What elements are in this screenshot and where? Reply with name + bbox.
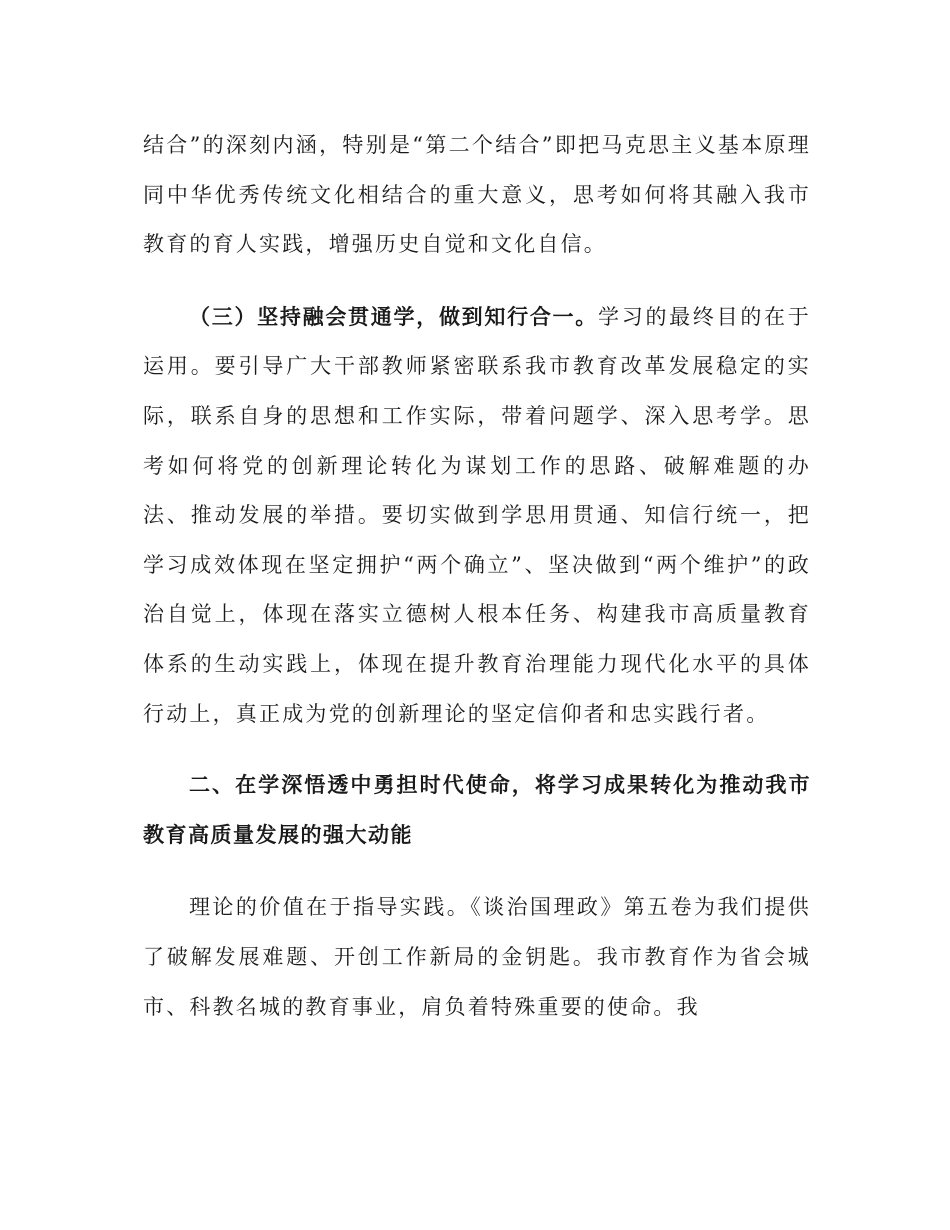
paragraph-theory-value: 理论的价值在于指导实践。《谈治国理政》第五卷为我们提供了破解发展难题、开创工作新局的金钥匙。我市教育作为省会城市、科教名城的教育事业，肩负着特殊重要的使命。我 [143,895,811,1019]
section-heading: 二、在学深悟透中勇担时代使命，将学习成果转化为推动我市教育高质量发展的强大动能 [143,773,811,847]
paragraph-section-three [143,293,811,739]
document-body [143,121,811,1032]
paragraph-body-text: 学习的最终目的在于运用。要引导广大干部教师紧密联系我市教育改革发展稳定的实际，联系自身的思想和工作实际，带着问题学、深入思考学。思考如何将党的创新理论转化为谋划工作的思路、破解难题的办法、推动发展的举措。要切实做到学思用贯通、知信行统一，把学习成效体现在坚定拥护“两个确立”、坚决做到“两个维护”的政治自觉上，体现在落实立德树人根本任务、构建我市高质量教育体系的生动实践上，体现在提升教育治理能力现代化水平的具体行动上，真正成为党的创新理论的坚定信仰者和忠实践行者。 [143,304,811,726]
paragraph-lead-heading: （三）坚持融会贯通学，做到知行合一。 [189,304,598,329]
paragraph-continuation: 结合”的深刻内涵，特别是“第二个结合”即把马克思主义基本原理同中华优秀传统文化相结合的重大意义，思考如何将其融入我市教育的育人实践，增强历史自觉和文化自信。 [143,133,811,257]
